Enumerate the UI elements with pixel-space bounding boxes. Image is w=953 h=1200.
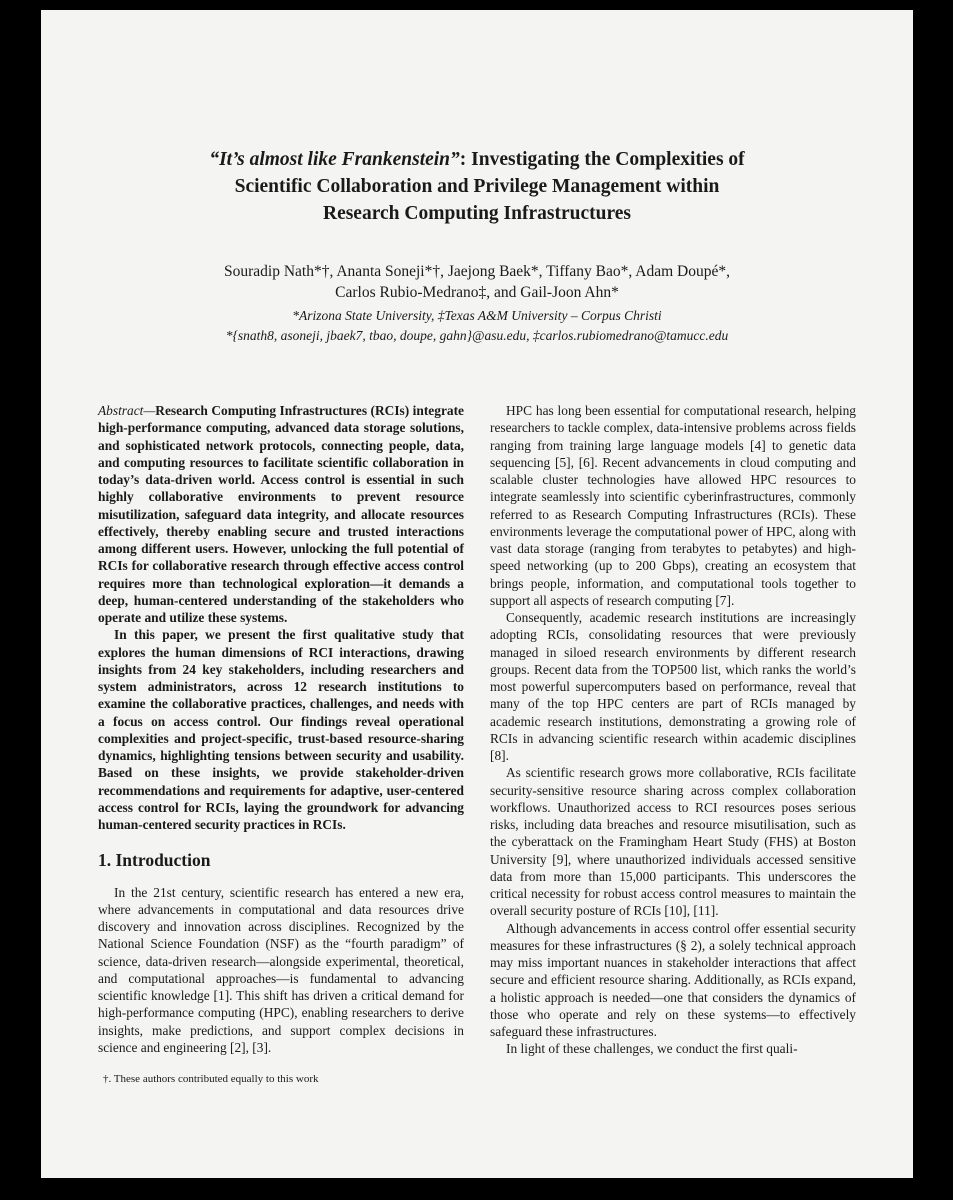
left-column [98,402,464,1056]
intro-paragraph-1: In the 21st century, scientific research has entered a new era, where advancements in computational and data resources drive discovery and innovation across disciplines. Recognized by the National Science Foundation (NSF) as the “fourth paradigm” of science, data-driven research—alongside experimental, theoretical, and computational approaches—is fundamental to advancing scientific knowledge [1]. This shift has driven a critical demand for high-performance computing (HPC), enabling researchers to derive insights, make predictions, and support complex decisions in science and engineering [2], [3]. [98,884,464,1055]
abstract-paragraph-1 [98,402,464,626]
author-list [41,261,913,303]
authors-line-1: Souradip Nath*†, Ananta Soneji*†, Jaejong Baek*, Tiffany Bao*, Adam Doupé*, [224,263,730,280]
affiliations [41,306,913,346]
footnote: †. These authors contributed equally to this work [103,1073,319,1085]
email-line: *{snath8, asoneji, jbaek7, tbao, doupe, gahn}@asu.edu, ‡carlos.rubiomedrano@tamucc.edu [225,328,729,343]
right-paragraph-4: Although advancements in access control offer essential security measures for these infrastructures (§ 2), a solely technical approach may miss important nuances in stakeholder interactions that affect secure and efficient resource sharing. Additionally, as RCIs expand, a holistic approach is needed—one that considers the dynamics of those who operate and rely on these systems—to effectively safeguard these infrastructures. [490,920,856,1039]
right-paragraph-2: Consequently, academic research institutions are increasingly adopting RCIs, consolidating resources that were previously managed in siloed research environments by different research groups. Recent data from the TOP500 list, which ranks the world’s most powerful supercomputers based on performance, reveal that many of the top HPC centers are part of RCIs managed by academic research institutions, demonstrating a growing role of RCIs in advancing scientific research within academic disciplines [8]. [490,610,856,763]
abstract-label: Abstract— [98,403,156,418]
authors-line-2: Carlos Rubio-Medrano‡, and Gail-Joon Ahn* [335,284,619,301]
right-paragraph-1: HPC has long been essential for computational research, helping researchers to tackle complex, data-intensive problems across fields ranging from training large language models [4] to genetic data sequencing [5], [6]. Recent advancements in cloud computing and scalable cluster technologies have allowed HPC resources to integrate seamlessly into scientific cyberinfrastructures, commonly referred to as Research Computing Infrastructures (RCIs). These environments leverage the computational power of HPC, along with vast data storage (ranging from terabytes to petabytes) and high-speed networking (up to 200 Gbps), creating an ecosystem that brings people, information, and computational tools together to support all aspects of research computing [7]. [490,403,856,608]
section-heading-introduction: 1. Introduction [98,850,211,871]
title-lead: “It’s almost like Frankenstein” [209,149,460,170]
paper-title [41,146,913,227]
abstract-text-1: Research Computing Infrastructures (RCIs) integrate high-performance computing, advanced data storage solutions, and sophisticated network protocols, connecting people, data, and computing resources to facilitate scientific collaboration in today’s data-driven world. Access control is essential in such highly collaborative environments to prevent resource misutilization, safeguard data integrity, and allocate resources effectively, thereby enabling secure and trusted interactions among different users. However, unlocking the full potential of RCIs for collaborative research through effective access control requires more than technological exploration—it demands a deep, human-centered understanding of the stakeholders who operate and utilize these systems. [98,403,464,625]
abstract-paragraph-2: In this paper, we present the first qualitative study that explores the human dimensions of RCI interactions, drawing insights from 24 key stakeholders, including researchers and system administrators, across 12 research institutions to examine the collaborative practices, challenges, and needs with a focus on access control. Our findings reveal operational complexities and project-specific, trust-based resource-sharing dynamics, highlighting tensions between security and usability. Based on these insights, we provide stakeholder-driven recommendations and requirements for adaptive, user-centered access control for RCIs, laying the groundwork for advancing human-centered security practices in RCIs. [98,627,464,832]
right-paragraph-3: As scientific research grows more collaborative, RCIs facilitate security-sensitive resource sharing across complex collaboration workflows. Unauthorized access to RCI resources poses serious risks, including data breaches and resource misutilisation, such as the cyberattack on the Framingham Heart Study (FHS) at Boston University [9], where unauthorized individuals accessed sensitive data from more than 15,000 participants. This underscores the critical necessity for robust access control measures to maintain the overall security posture of RCIs [10], [11]. [490,765,856,919]
introduction-body [98,884,464,1057]
abstract [98,402,464,833]
title-line-2: Scientific Collaboration and Privilege Management within [234,176,720,197]
title-rest: : Investigating the Complexities of [459,149,745,170]
right-paragraph-5: In light of these challenges, we conduct the first quali- [506,1041,798,1057]
paper-page [41,10,913,1178]
title-line-3: Research Computing Infrastructures [322,203,631,224]
affiliation-line: *Arizona State University, ‡Texas A&M University – Corpus Christi [292,308,662,323]
right-column [490,402,856,1058]
